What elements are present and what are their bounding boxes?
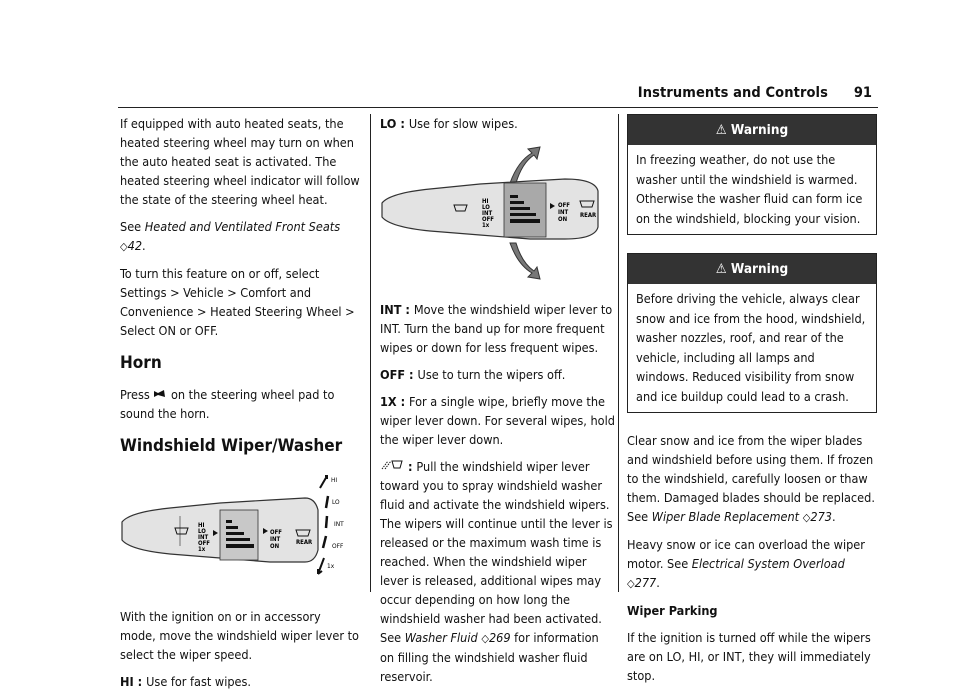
- rear-label: REAR: [580, 212, 597, 219]
- paragraph: To turn this feature on or off, select Settings > Vehicle > Comfort and Convenience > Heated Steering Wheel > Select ON or OFF.: [120, 266, 355, 338]
- column-2: [380, 114, 615, 694]
- rear-off-label: OFF: [558, 202, 570, 209]
- rear-on-label: ON: [270, 543, 280, 550]
- warning-icon: ⚠: [715, 122, 731, 138]
- warning-box: [627, 114, 877, 235]
- fig-label-lo: LO: [332, 498, 340, 506]
- lever-label-hi: HI: [198, 522, 205, 529]
- fig-label-off: OFF: [332, 542, 344, 550]
- washer-icon: [380, 459, 404, 474]
- paragraph: If equipped with auto heated seats, the heated steering wheel may turn on when the auto heated seat is activated. The heated steering wheel indicator will follow the state of the steering wheel heat.: [120, 116, 360, 207]
- paragraph: If the ignition is turned off while the wipers are on LO, HI, or INT, they will immediately stop.: [627, 630, 871, 683]
- heading-horn: Horn: [120, 353, 162, 373]
- page-ref[interactable]: 269: [488, 630, 511, 645]
- rear-label: REAR: [296, 539, 313, 546]
- paragraph: Press on the steering wheel pad to sound the horn.: [120, 387, 335, 421]
- page-ref-icon: ◇: [481, 632, 489, 645]
- term-lo: LO : Use for slow wipes.: [380, 116, 518, 131]
- section-title: Instruments and Controls: [637, 85, 828, 101]
- paragraph: With the ignition on or in accessory mode, move the windshield wiper lever to select the wiper speed.: [120, 609, 359, 662]
- term-int: INT : Move the windshield wiper lever to INT. Turn the band up for more frequent wipes or down for less frequent wipes.: [380, 302, 613, 355]
- lever-label-lo: LO: [198, 528, 206, 535]
- rear-int-label: INT: [558, 209, 569, 216]
- page-ref[interactable]: 273: [810, 509, 832, 524]
- fig-label-int: INT: [334, 520, 344, 528]
- warning-text: In freezing weather, do not use the washer until the windshield is warmed. Otherwise the washer fluid can form ice on the windshield, blocking your vision.: [636, 152, 863, 226]
- page-ref-icon: ◇: [802, 511, 811, 524]
- fig-label-1x: 1x: [327, 562, 335, 570]
- warning-header: ⚠ Warning: [628, 254, 876, 284]
- link-heated-seats[interactable]: Heated and Ventilated Front Seats: [144, 219, 341, 234]
- lever-label-int: INT: [482, 210, 493, 217]
- lever-label-1x: 1x: [198, 546, 206, 553]
- rear-int-label: INT: [270, 536, 281, 543]
- link-wiper-blade[interactable]: Wiper Blade Replacement: [651, 509, 800, 524]
- page-header: [0, 84, 960, 104]
- lever-label-lo: LO: [482, 204, 490, 211]
- paragraph: Heavy snow or ice can overload the wiper motor. See Electrical System Overload ◇277.: [627, 537, 865, 590]
- heading-wiper-washer: Windshield Wiper/Washer: [120, 436, 343, 456]
- lever-label-int: INT: [198, 534, 209, 541]
- wiper-band-figure: [380, 143, 615, 288]
- lever-label-off: OFF: [198, 540, 210, 547]
- page-ref-icon: ◇: [627, 577, 635, 590]
- warning-text: Before driving the vehicle, always clear snow and ice from the hood, windshield, washer nozzles, roof, and rear of the vehicle, including all lamps and windows. Reduced visibility from snow and ice buildup could lead to a crash.: [636, 291, 866, 404]
- header-rule: [118, 107, 878, 108]
- link-electrical-overload[interactable]: Electrical System Overload: [691, 556, 845, 571]
- term-hi: HI : Use for fast wipes.: [120, 674, 252, 689]
- paragraph: Clear snow and ice from the wiper blades and windshield before using them. If frozen to the windshield, carefully loosen or thaw them. Damaged blades should be replaced. See Wiper Blade Replacement ◇273.: [627, 433, 875, 524]
- lever-label-hi: HI: [482, 198, 489, 205]
- page-ref-icon: ◇: [120, 240, 128, 253]
- term-washer: : Pull the windshield wiper lever toward you to spray windshield washer fluid and activate the windshield wipers. The wipers will continue until the lever is released or the maximum wash time is reached. When the windshield wiper lever is released, additional wipes may occur depending on how long the windshield washer had been activated. See Washer Fluid ◇269 for information on filling the windshield washer fluid reservoir.: [380, 459, 613, 684]
- horn-icon: [153, 387, 167, 402]
- warning-icon: ⚠: [715, 261, 731, 277]
- term-off: OFF : Use to turn the wipers off.: [380, 367, 566, 382]
- lever-label-off: OFF: [482, 216, 494, 223]
- rear-on-label: ON: [558, 216, 568, 223]
- warning-header: ⚠ Warning: [628, 115, 876, 145]
- fig-label-hi: HI: [331, 476, 338, 484]
- rear-off-label: OFF: [270, 529, 282, 536]
- lever-label-1x: 1x: [482, 222, 490, 229]
- column-1: [120, 114, 360, 699]
- paragraph: See Heated and Ventilated Front Seats ◇42.: [120, 219, 341, 253]
- warning-box: [627, 253, 877, 413]
- wiper-lever-figure: [120, 470, 360, 593]
- page-ref[interactable]: 277: [634, 575, 657, 590]
- column-divider: [370, 114, 371, 592]
- page-number: 91: [853, 85, 872, 101]
- heading-wiper-parking: Wiper Parking: [627, 603, 718, 618]
- column-divider: [618, 114, 619, 592]
- link-washer-fluid[interactable]: Washer Fluid: [404, 630, 478, 645]
- column-3: [627, 114, 877, 693]
- term-1x: 1X : For a single wipe, briefly move the wiper lever down. For several wipes, hold the wiper lever down.: [380, 394, 615, 447]
- page-ref[interactable]: 42: [127, 238, 143, 253]
